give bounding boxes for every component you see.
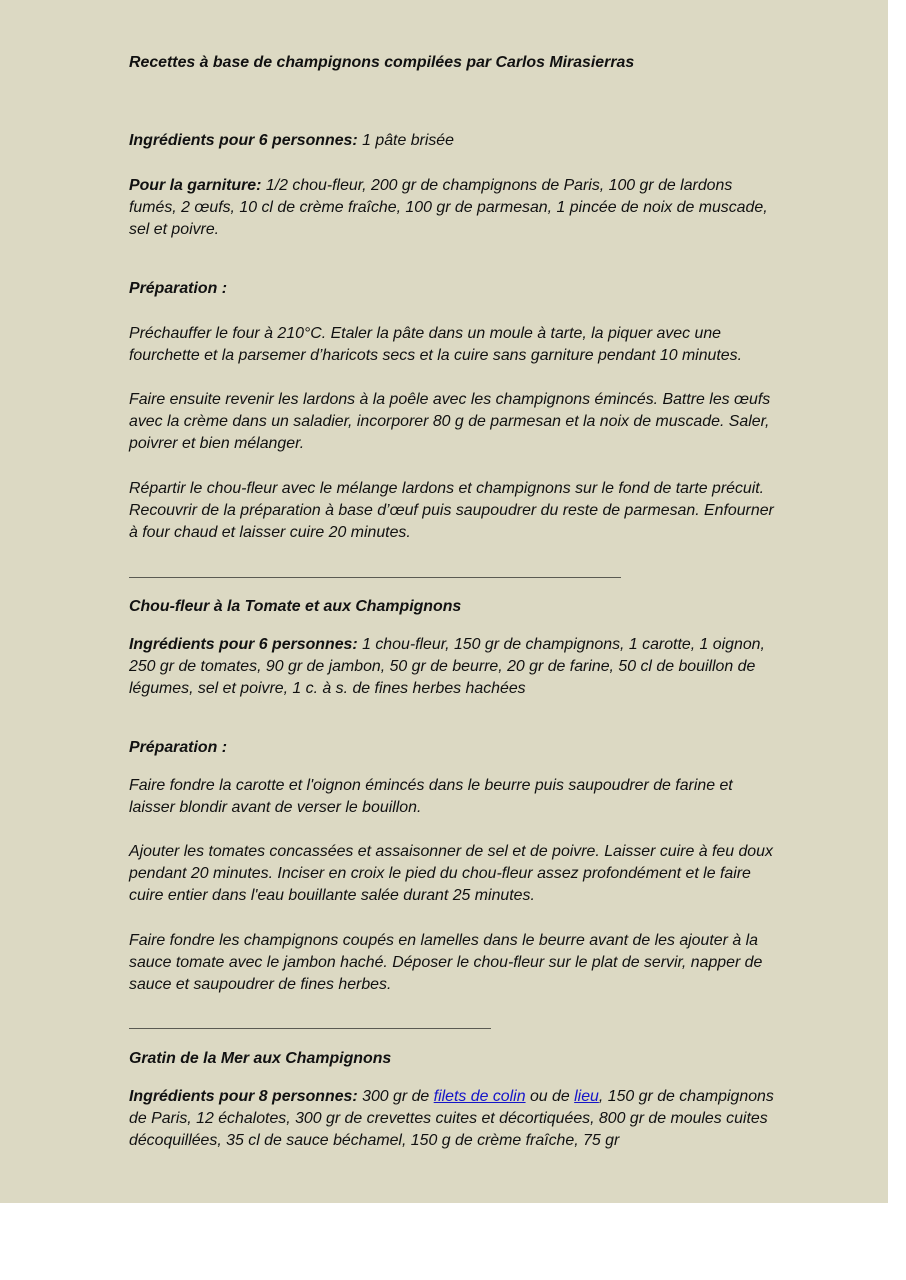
- recipe2-ingredients: [129, 634, 779, 701]
- link-lieu[interactable]: lieu: [574, 1088, 599, 1105]
- recipe1-ingredients: [129, 130, 779, 152]
- recipe2-ingredients-text: 1 chou-fleur, 150 gr de champignons, 1 carotte, 1 oignon, 250 gr de tomates, 90 gr de jambon, 50 gr de beurre, 20 gr de farine, 50 cl de bouillon de légumes, sel et poivre, 1 c. à s. de fines herbes hachées: [129, 636, 765, 698]
- recipe1-preparation-heading: Préparation :: [129, 280, 228, 297]
- recipe1-ingredients-label: Ingrédients pour 6 personnes:: [129, 132, 358, 149]
- recipe1-ingredients-text: 1 pâte brisée: [357, 132, 454, 149]
- recipe1-garniture: [129, 175, 779, 242]
- document-title: Recettes à base de champignons compilées par Carlos Mirasierras: [129, 54, 635, 71]
- recipe3-text-a: 300 gr de: [357, 1088, 434, 1105]
- recipe1-garniture-text: 1/2 chou-fleur, 200 gr de champignons de Paris, 100 gr de lardons fumés, 2 œufs, 10 cl de crème fraîche, 100 gr de parmesan, 1 pincée de noix de muscade, sel et poivre.: [129, 177, 768, 239]
- recipe2-title: Chou-fleur à la Tomate et aux Champignons: [129, 598, 462, 615]
- recipe2-ingredients-label: Ingrédients pour 6 personnes:: [129, 636, 358, 653]
- link-filets-de-colin[interactable]: filets de colin: [433, 1088, 526, 1105]
- recipe2-step-1: Faire fondre la carotte et l'oignon émincés dans le beurre puis saupoudrer de farine et laisser blondir avant de verser le bouillon.: [129, 777, 733, 817]
- recipe3-text-c: , 150 gr de champignons de Paris, 12 échalotes, 300 gr de crevettes cuites et décortiquées, 800 gr de moules cuites décoquillées, 35 cl de sauce béchamel, 150 g de crème fraîche, 75 gr: [129, 1088, 774, 1150]
- recipe1-step-2: Faire ensuite revenir les lardons à la poêle avec les champignons émincés. Battre les œufs avec la crème dans un saladier, incorporer 80 g de parmesan et la noix de muscade. Saler, poivrer et bien mélanger.: [129, 391, 771, 453]
- recipe2-step-3: Faire fondre les champignons coupés en lamelles dans le beurre avant de les ajouter à la sauce tomate avec le jambon haché. Déposer le chou-fleur sur le plat de servir, napper de sauce et saupoudrer de fines herbes.: [129, 932, 763, 994]
- section-divider: [129, 1028, 491, 1029]
- recipe1-step-1: Préchauffer le four à 210°C. Etaler la pâte dans un moule à tarte, la piquer avec une fourchette et la parsemer d’haricots secs et la cuire sans garniture pendant 10 minutes.: [129, 325, 742, 365]
- recipe3-ingredients-label: Ingrédients pour 8 personnes:: [129, 1088, 358, 1105]
- recipe1-garniture-label: Pour la garniture:: [129, 177, 262, 194]
- recipe3-title: Gratin de la Mer aux Champignons: [129, 1050, 392, 1067]
- recipe3-text-b: ou de: [525, 1088, 575, 1105]
- recipe2-step-2: Ajouter les tomates concassées et assaisonner de sel et de poivre. Laisser cuire à feu doux pendant 20 minutes. Inciser en croix le pied du chou-fleur assez profondément et le faire cuire entier dans l'eau bouillante salée durant 25 minutes.: [129, 843, 773, 905]
- recipe2-preparation-heading: Préparation :: [129, 739, 228, 756]
- recipe3-ingredients: [129, 1086, 779, 1153]
- section-divider: [129, 577, 621, 578]
- recipe1-step-3: Répartir le chou-fleur avec le mélange lardons et champignons sur le fond de tarte précuit. Recouvrir de la préparation à base d’œuf puis saupoudrer du reste de parmesan. Enfourner à four chaud et laisser cuire 20 minutes.: [129, 480, 774, 542]
